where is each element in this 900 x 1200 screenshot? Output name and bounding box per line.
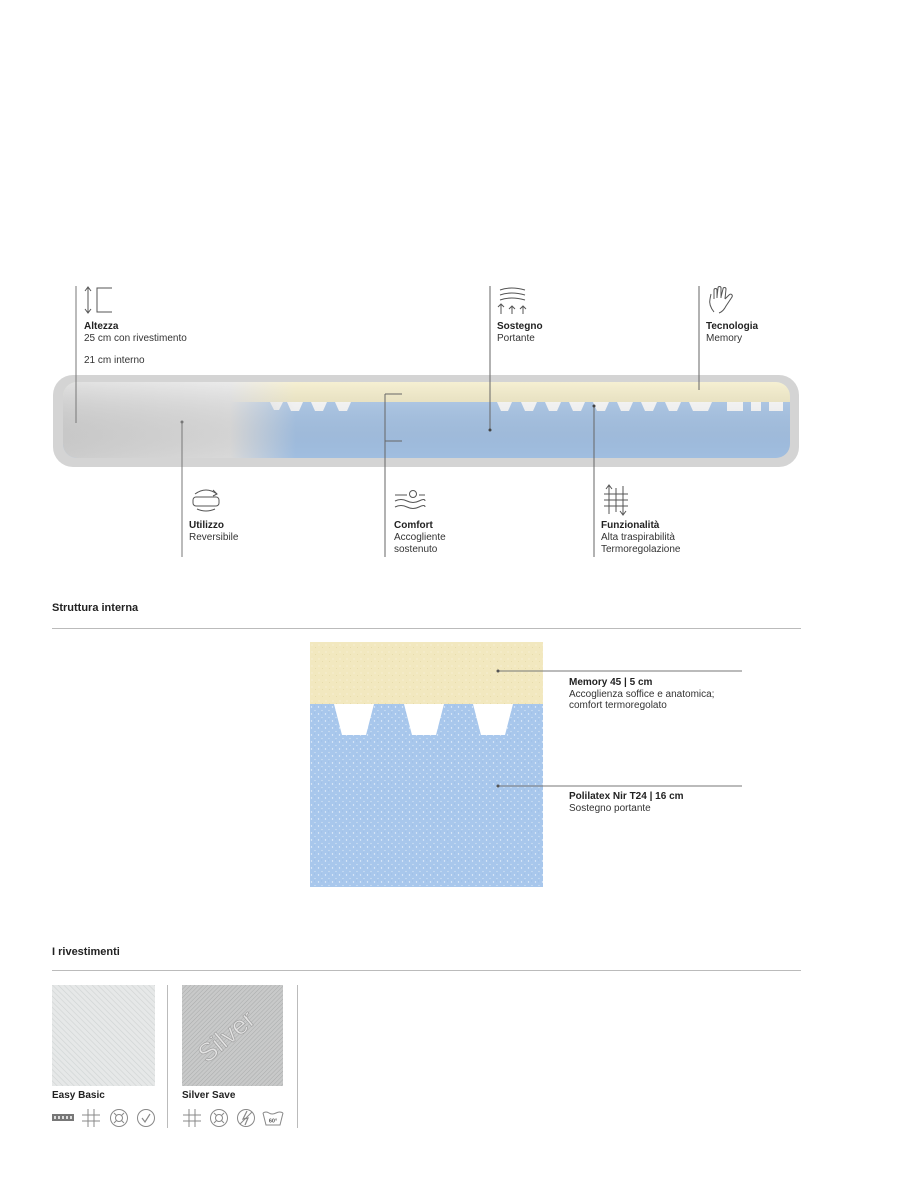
comfort-icon	[393, 488, 427, 512]
anti-mite-icon	[209, 1108, 229, 1128]
section-divider	[52, 628, 801, 629]
reversible-icon	[189, 484, 223, 514]
section-divider	[52, 970, 801, 971]
altezza-title: Altezza	[84, 321, 119, 332]
fabric-name-silver-save: Silver Save	[182, 1090, 236, 1101]
layer-memory-name: Memory 45 | 5 cm	[569, 677, 653, 688]
silver-watermark: Silver	[191, 1003, 261, 1069]
utilizzo-line1: Reversibile	[189, 532, 239, 543]
wash-60-icon	[262, 1110, 284, 1126]
antistatic-icon	[236, 1108, 256, 1128]
comfort-line2: sostenuto	[394, 544, 438, 555]
mattress-illustration	[0, 270, 900, 570]
sostegno-line1: Portante	[497, 333, 535, 344]
fabric-swatch-silver-save	[182, 985, 283, 1086]
altezza-line2: 21 cm interno	[84, 355, 145, 366]
support-icon	[497, 286, 531, 316]
layer-memory-desc2: comfort termoregolato	[569, 700, 667, 711]
section-title-struttura: Struttura interna	[52, 602, 139, 614]
mattress-diagram	[0, 270, 900, 570]
comfort-title: Comfort	[394, 520, 433, 531]
funzionalita-title: Funzionalità	[601, 520, 660, 531]
layer-polilatex-desc1: Sostegno portante	[569, 803, 651, 814]
altezza-line1: 25 cm con rivestimento	[84, 333, 187, 344]
height-icon	[84, 286, 114, 316]
easy-basic-feature-icons	[52, 1108, 162, 1128]
funzionalita-line2: Termoregolazione	[601, 544, 681, 555]
comfort-line1: Accogliente	[394, 532, 446, 543]
utilizzo-title: Utilizzo	[189, 520, 224, 531]
tecnologia-title: Tecnologia	[706, 321, 759, 332]
swatch-separator	[297, 985, 298, 1128]
funzionalita-line1: Alta traspirabilità	[601, 532, 675, 543]
quilting-icon	[81, 1108, 101, 1128]
section-title-rivestimenti: I rivestimenti	[52, 946, 120, 958]
fabric-name-easy-basic: Easy Basic	[52, 1090, 105, 1101]
anti-mite-icon	[109, 1108, 129, 1128]
zip-icon	[52, 1114, 74, 1122]
silver-save-feature-icons	[182, 1108, 292, 1128]
hand-icon	[706, 285, 738, 317]
layer-memory-desc1: Accoglienza soffice e anatomica;	[569, 689, 715, 700]
swatch-separator	[167, 985, 168, 1128]
sostegno-title: Sostegno	[497, 321, 543, 332]
wash-temperature: 60°	[268, 1118, 278, 1125]
tecnologia-line1: Memory	[706, 333, 743, 344]
breathability-icon	[601, 484, 631, 516]
fabric-swatch-easy-basic	[52, 985, 155, 1086]
layer-polilatex-name: Polilatex Nir T24 | 16 cm	[569, 791, 684, 802]
check-circle-icon	[136, 1108, 156, 1128]
quilting-icon	[182, 1108, 202, 1128]
